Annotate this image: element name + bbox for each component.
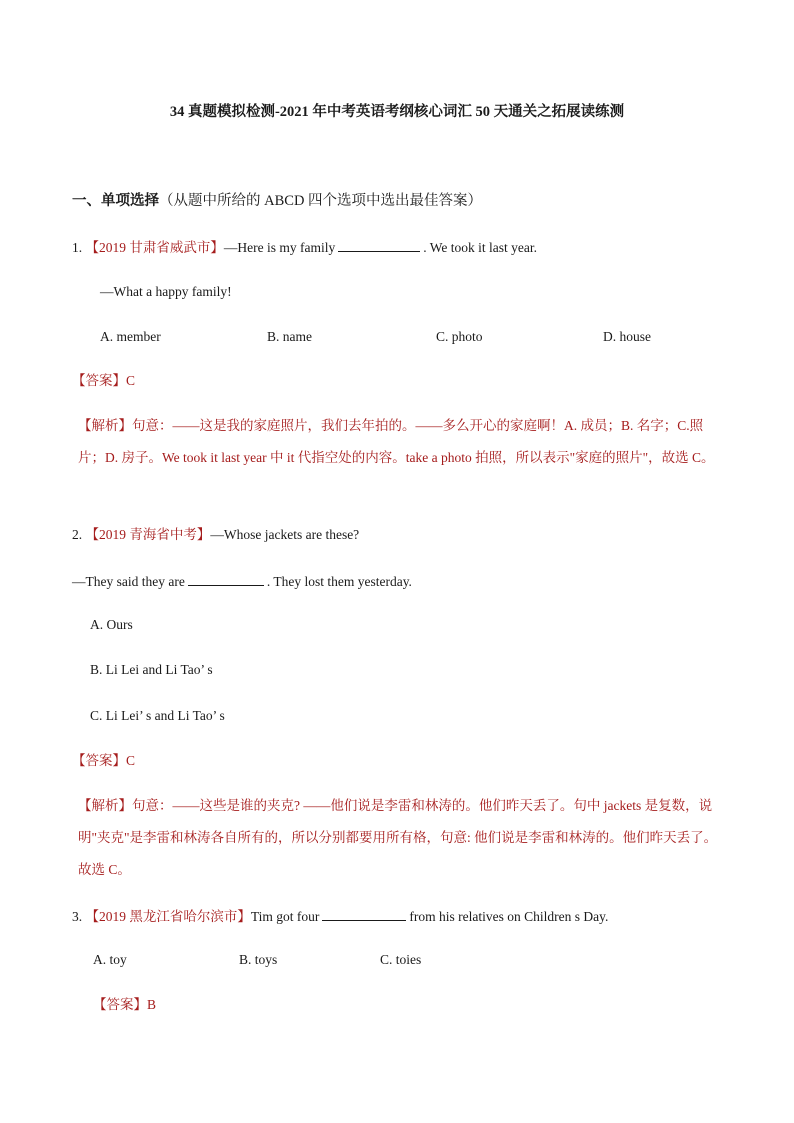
answer-blank: [188, 571, 264, 586]
answer-blank: [338, 237, 420, 252]
option-a: A. member: [100, 329, 161, 344]
answer-line: [72, 752, 135, 770]
question-3-stem: [72, 906, 608, 926]
analysis-paragraph: [78, 410, 724, 474]
question-source: 【2019 黑龙江省哈尔滨市】: [85, 909, 251, 924]
question-2-reply: [72, 571, 412, 591]
option-b: B. toys: [239, 952, 278, 967]
question-1-stem: [72, 237, 537, 257]
option-c: C. Li Lei’ s and Li Tao’ s: [90, 708, 225, 723]
question-number: 1.: [72, 240, 83, 255]
question-2-stem: [72, 526, 359, 544]
analysis-english-phrase: jackets: [603, 798, 642, 813]
answer-blank: [322, 906, 406, 921]
question-number: 2.: [72, 527, 83, 542]
answer-line: [93, 996, 156, 1014]
answer-value: B: [147, 997, 157, 1012]
section-label: 一、单项选择: [72, 193, 159, 209]
question-source: 【2019 甘肃省威武市】: [85, 240, 224, 255]
question-prompt: —Whose jackets are these?: [210, 527, 360, 542]
question-prompt-end: from his relatives on Children s Day.: [409, 909, 609, 924]
answer-label: 【答案】: [72, 373, 126, 388]
option-d: D. house: [603, 329, 651, 344]
answer-value: C: [126, 373, 136, 388]
analysis-english-phrase: We took it last year: [162, 450, 267, 465]
option-a: A. toy: [93, 952, 127, 967]
question-prompt-start: —Here is my family: [223, 240, 336, 255]
question-prompt-start: Tim got four: [250, 909, 320, 924]
section-heading: [72, 192, 482, 210]
analysis-text: 中 it 代指空处的内容。: [266, 450, 406, 465]
analysis-text: 句意：——这是我的家庭照片，我们去年拍的。——多么开心的家庭啊！A. 成员；B. 名字；C.照片；D. 房子。: [78, 418, 704, 465]
reply-end: . They lost them yesterday.: [266, 574, 412, 589]
question-source: 【2019 青海省中考】: [85, 527, 211, 542]
analysis-english-phrase: take a photo: [405, 450, 472, 465]
option-b: B. Li Lei and Li Tao’ s: [90, 662, 213, 677]
analysis-paragraph: [78, 790, 724, 886]
analysis-label: 【解析】: [78, 798, 132, 813]
analysis-text: 句意：——这些是谁的夹克? ——他们说是李雷和林涛的。他们昨天丢了。句中: [132, 798, 604, 813]
answer-label: 【答案】: [93, 997, 147, 1012]
answer-value: C: [126, 753, 136, 768]
option-b: B. name: [267, 329, 312, 344]
question-number: 3.: [72, 909, 83, 924]
analysis-text: 拍照，所以表示"家庭的照片"，故选 C。: [471, 450, 715, 465]
question-1-reply: —What a happy family!: [100, 284, 232, 299]
analysis-text: 是复数，说明"夹克"是李雷和林涛各自所有的，所以分别都要用所有格，句意: 他们说是李雷和林涛的。他们昨天丢了。 故选 C。: [78, 798, 718, 877]
section-note: （从题中所给的 ABCD 四个选项中选出最佳答案）: [159, 193, 483, 209]
option-c: C. toies: [380, 952, 422, 967]
question-prompt-end: . We took it last year.: [423, 240, 538, 255]
option-a: A. Ours: [90, 617, 133, 632]
answer-line: [72, 372, 135, 390]
answer-label: 【答案】: [72, 753, 126, 768]
page-title: 34 真题模拟检测-2021 年中考英语考纲核心词汇 50 天通关之拓展读练测: [169, 104, 625, 120]
option-c: C. photo: [436, 329, 483, 344]
analysis-label: 【解析】: [78, 418, 132, 433]
reply-start: —They said they are: [72, 574, 185, 589]
